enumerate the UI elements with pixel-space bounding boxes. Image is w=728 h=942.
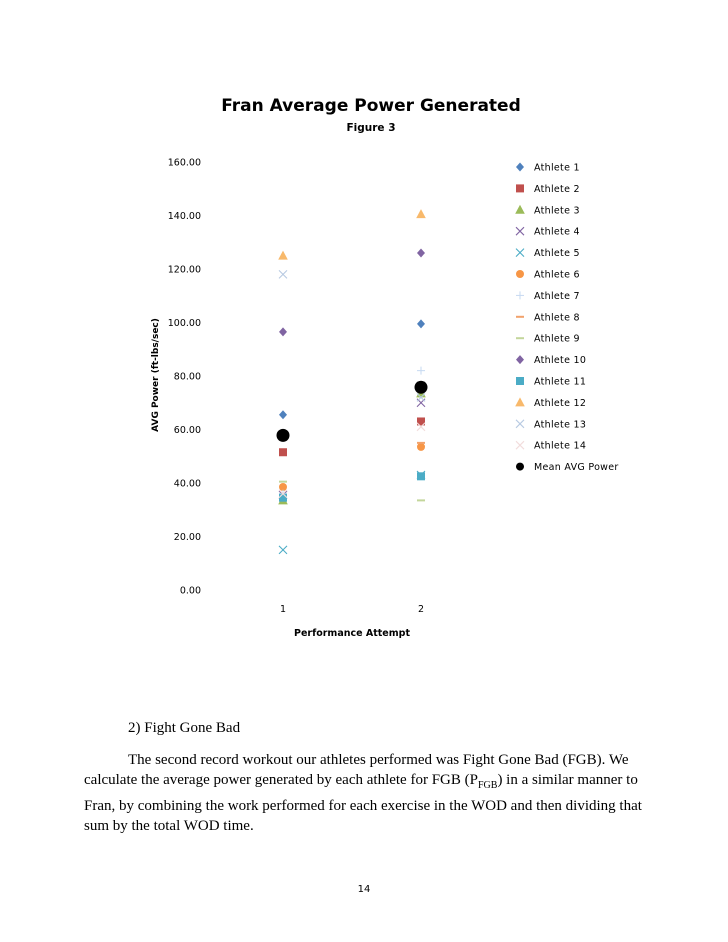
legend — [515, 163, 618, 474]
x-axis-label: Performance Attempt — [293, 628, 411, 639]
x-axis-ticks — [280, 604, 424, 615]
legend-label-athlete-4: Athlete 4 — [534, 226, 580, 238]
x-tick-label: 2 — [417, 604, 425, 615]
legend-label-athlete-12: Athlete 12 — [534, 397, 587, 409]
point-mean-avg-power-1 — [277, 429, 290, 442]
point-athlete-1-1 — [279, 410, 287, 419]
point-athlete-1-2 — [417, 319, 425, 328]
point-athlete-2-1 — [279, 448, 287, 456]
point-athlete-11-1 — [279, 494, 287, 502]
legend-label-mean-avg-power: Mean AVG Power — [534, 462, 619, 474]
y-tick-label: 40.00 — [173, 478, 201, 490]
point-athlete-13-1 — [279, 270, 287, 278]
legend-marker-athlete-12 — [515, 397, 525, 406]
legend-marker-athlete-6 — [516, 270, 524, 278]
point-athlete-12-2 — [416, 209, 426, 218]
point-athlete-7-2 — [417, 367, 425, 375]
y-axis-ticks — [168, 158, 201, 597]
legend-label-athlete-8: Athlete 8 — [534, 312, 580, 324]
legend-marker-athlete-1 — [516, 163, 524, 172]
y-axis-label: AVG Power (ft-lbs/sec) — [151, 318, 161, 432]
point-athlete-10-2 — [417, 248, 425, 257]
legend-label-athlete-5: Athlete 5 — [534, 248, 580, 260]
y-tick-label: 100.00 — [167, 318, 201, 329]
data-points — [277, 209, 428, 554]
y-tick-label: 160.00 — [167, 157, 201, 169]
legend-label-athlete-1: Athlete 1 — [534, 162, 580, 174]
legend-label-athlete-3: Athlete 3 — [534, 205, 580, 217]
legend-marker-athlete-7 — [516, 291, 524, 299]
chart-subtitle: Figure 3 — [346, 122, 396, 134]
body-paragraph — [84, 750, 654, 836]
page-number: 14 — [357, 884, 371, 895]
legend-marker-athlete-13 — [516, 420, 524, 428]
legend-marker-athlete-5 — [516, 249, 524, 257]
y-tick-label: 80.00 — [173, 371, 201, 383]
legend-marker-athlete-2 — [516, 184, 524, 192]
legend-label-athlete-9: Athlete 9 — [534, 333, 580, 345]
point-athlete-10-1 — [279, 327, 287, 336]
paragraph-text-2: ) in a similar manner to Fran, by combining the work performed for each exercise in the WOD and then dividing that sum by the total WOD time. — [84, 772, 642, 834]
legend-label-athlete-2: Athlete 2 — [534, 183, 580, 195]
legend-marker-athlete-10 — [516, 355, 524, 364]
legend-marker-athlete-3 — [515, 205, 525, 214]
legend-marker-athlete-4 — [516, 227, 524, 235]
point-athlete-11-2 — [417, 472, 425, 480]
x-tick-label: 1 — [279, 604, 287, 615]
paragraph-subscript: FGB — [477, 780, 498, 791]
legend-marker-athlete-11 — [516, 377, 524, 385]
point-mean-avg-power-2 — [415, 381, 428, 394]
legend-marker-mean-avg-power — [516, 463, 524, 471]
legend-label-athlete-10: Athlete 10 — [534, 355, 587, 367]
y-tick-label: 20.00 — [173, 532, 201, 543]
y-tick-label: 0.00 — [179, 585, 201, 597]
y-tick-label: 60.00 — [173, 425, 201, 436]
point-athlete-12-1 — [278, 251, 288, 260]
chart-title: Fran Average Power Generated — [221, 96, 521, 116]
section-heading: 2) Fight Gone Bad — [128, 720, 241, 736]
legend-label-athlete-7: Athlete 7 — [534, 290, 580, 302]
paragraph-text-1: The second record workout our athletes performed was Fight Gone Bad (FGB). We calculate the average power generated by each athlete for FGB (P — [84, 752, 629, 788]
legend-label-athlete-11: Athlete 11 — [534, 376, 587, 388]
point-athlete-6-2 — [417, 443, 425, 451]
y-tick-label: 120.00 — [167, 264, 201, 276]
y-tick-label: 140.00 — [167, 211, 201, 222]
legend-label-athlete-6: Athlete 6 — [534, 269, 580, 281]
point-athlete-5-1 — [279, 546, 287, 554]
legend-label-athlete-13: Athlete 13 — [534, 419, 587, 431]
legend-marker-athlete-14 — [516, 441, 524, 449]
legend-label-athlete-14: Athlete 14 — [534, 440, 587, 452]
